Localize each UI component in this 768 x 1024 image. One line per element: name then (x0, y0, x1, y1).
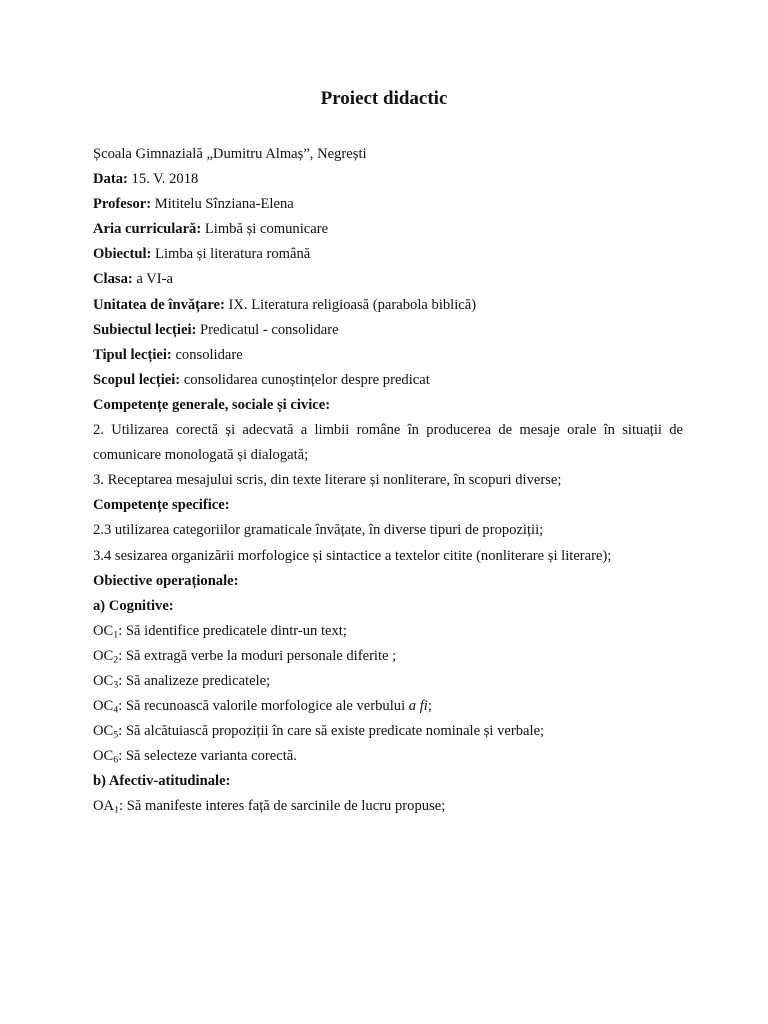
field-lesson-type (93, 343, 683, 368)
objective-oc3 (93, 669, 683, 694)
objective-index: 1 (114, 804, 120, 816)
field-label: Tipul lecției: (93, 346, 172, 363)
cognitive-heading (93, 594, 683, 619)
specific-competences-heading (93, 493, 683, 518)
field-label: Obiectul: (93, 246, 152, 263)
objective-code: OA (93, 798, 115, 815)
field-label: Subiectul lecției: (93, 321, 197, 338)
general-competences-heading (93, 393, 683, 418)
objective-oc2 (93, 644, 683, 669)
subsection-heading: a) Cognitive: (93, 597, 174, 614)
affective-heading (93, 769, 683, 794)
specific-competence-item: 3.4 sesizarea organizării morfologice și sintactice a textelor citite (nonliterare și literare); (93, 547, 612, 564)
field-value: Limbă și comunicare (204, 221, 329, 238)
objective-code: OC (93, 723, 114, 740)
field-label: Scopul lecției: (93, 371, 181, 388)
subsection-heading: b) Afectiv-atitudinale: (93, 773, 231, 790)
field-value: Predicatul - consolidare (200, 321, 339, 338)
field-lesson-goal (93, 368, 683, 393)
field-label: Aria curriculară: (93, 221, 202, 238)
objective-code: OC (93, 622, 114, 639)
objective-index: 4 (113, 704, 119, 716)
objective-text: : Să manifeste interes față de sarcinile de lucru propuse; (119, 798, 446, 815)
field-teacher (93, 192, 683, 217)
objective-oc5 (93, 719, 683, 744)
objective-text: : Să analizeze predicatele; (118, 672, 271, 689)
objective-text-end: ; (427, 698, 432, 715)
field-learning-unit (93, 293, 683, 318)
objective-oc1 (93, 619, 683, 644)
objective-oc6 (93, 744, 683, 769)
document-title: Proiect didactic (320, 88, 448, 109)
field-value: Mititelu Sînziana-Elena (154, 196, 294, 213)
objective-oc4 (93, 694, 683, 719)
field-value: consolidare (175, 346, 243, 363)
objective-text: : Să alcătuiască propoziții în care să existe predicate nominale și verbale; (118, 723, 545, 740)
field-label: Profesor: (93, 196, 152, 213)
objective-index: 3 (113, 679, 119, 691)
field-label: Clasa: (93, 271, 133, 288)
field-label: Data: (93, 171, 128, 188)
objective-text: : Să selecteze varianta corectă. (118, 748, 297, 765)
objective-text: : Să identifice predicatele dintr-un text; (118, 622, 347, 639)
objective-emphasis: a fi (408, 698, 428, 715)
general-competence-item: 3. Receptarea mesajului scris, din texte literare și nonliterare, în scopuri diverse; (93, 472, 562, 489)
objective-text: : Să recunoască valorile morfologice ale verbului (118, 698, 409, 715)
objective-text: : Să extragă verbe la moduri personale diferite ; (118, 647, 397, 664)
section-heading: Competențe specifice: (93, 497, 230, 514)
field-value: IX. Literatura religioasă (parabola biblică) (228, 296, 477, 313)
field-value: a VI-a (136, 271, 173, 288)
field-curricular-area (93, 217, 683, 242)
objective-index: 6 (113, 754, 119, 766)
objective-code: OC (93, 672, 114, 689)
specific-competence-item: 2.3 utilizarea categoriilor gramaticale învățate, în diverse tipuri de propoziții; (93, 522, 544, 539)
objective-code: OC (93, 698, 114, 715)
objective-code: OC (93, 647, 114, 664)
objective-index: 5 (113, 729, 119, 741)
field-date (93, 167, 683, 192)
document-content (93, 142, 683, 820)
field-label: Unitatea de învățare: (93, 296, 225, 313)
field-value: consolidarea cunoștințelor despre predicat (183, 371, 430, 388)
general-competence-item: 2. Utilizarea corectă și adecvată a limbii române în producerea de mesaje orale în situații de comunicare monologată și dialogată; (93, 422, 683, 464)
objectives-heading (93, 569, 683, 594)
field-lesson-topic (93, 318, 683, 343)
school-line: Școala Gimnazială „Dumitru Almaș”, Negrești (93, 146, 367, 162)
section-heading: Obiective operaționale: (93, 572, 239, 589)
field-subject (93, 242, 683, 267)
field-value: Limba și literatura română (155, 246, 311, 263)
objective-index: 2 (113, 654, 119, 666)
objective-oa1 (93, 794, 683, 819)
objective-index: 1 (113, 629, 119, 641)
objective-code: OC (93, 748, 114, 765)
field-class (93, 267, 683, 292)
field-value: 15. V. 2018 (131, 171, 199, 188)
section-heading: Competențe generale, sociale și civice: (93, 396, 331, 413)
